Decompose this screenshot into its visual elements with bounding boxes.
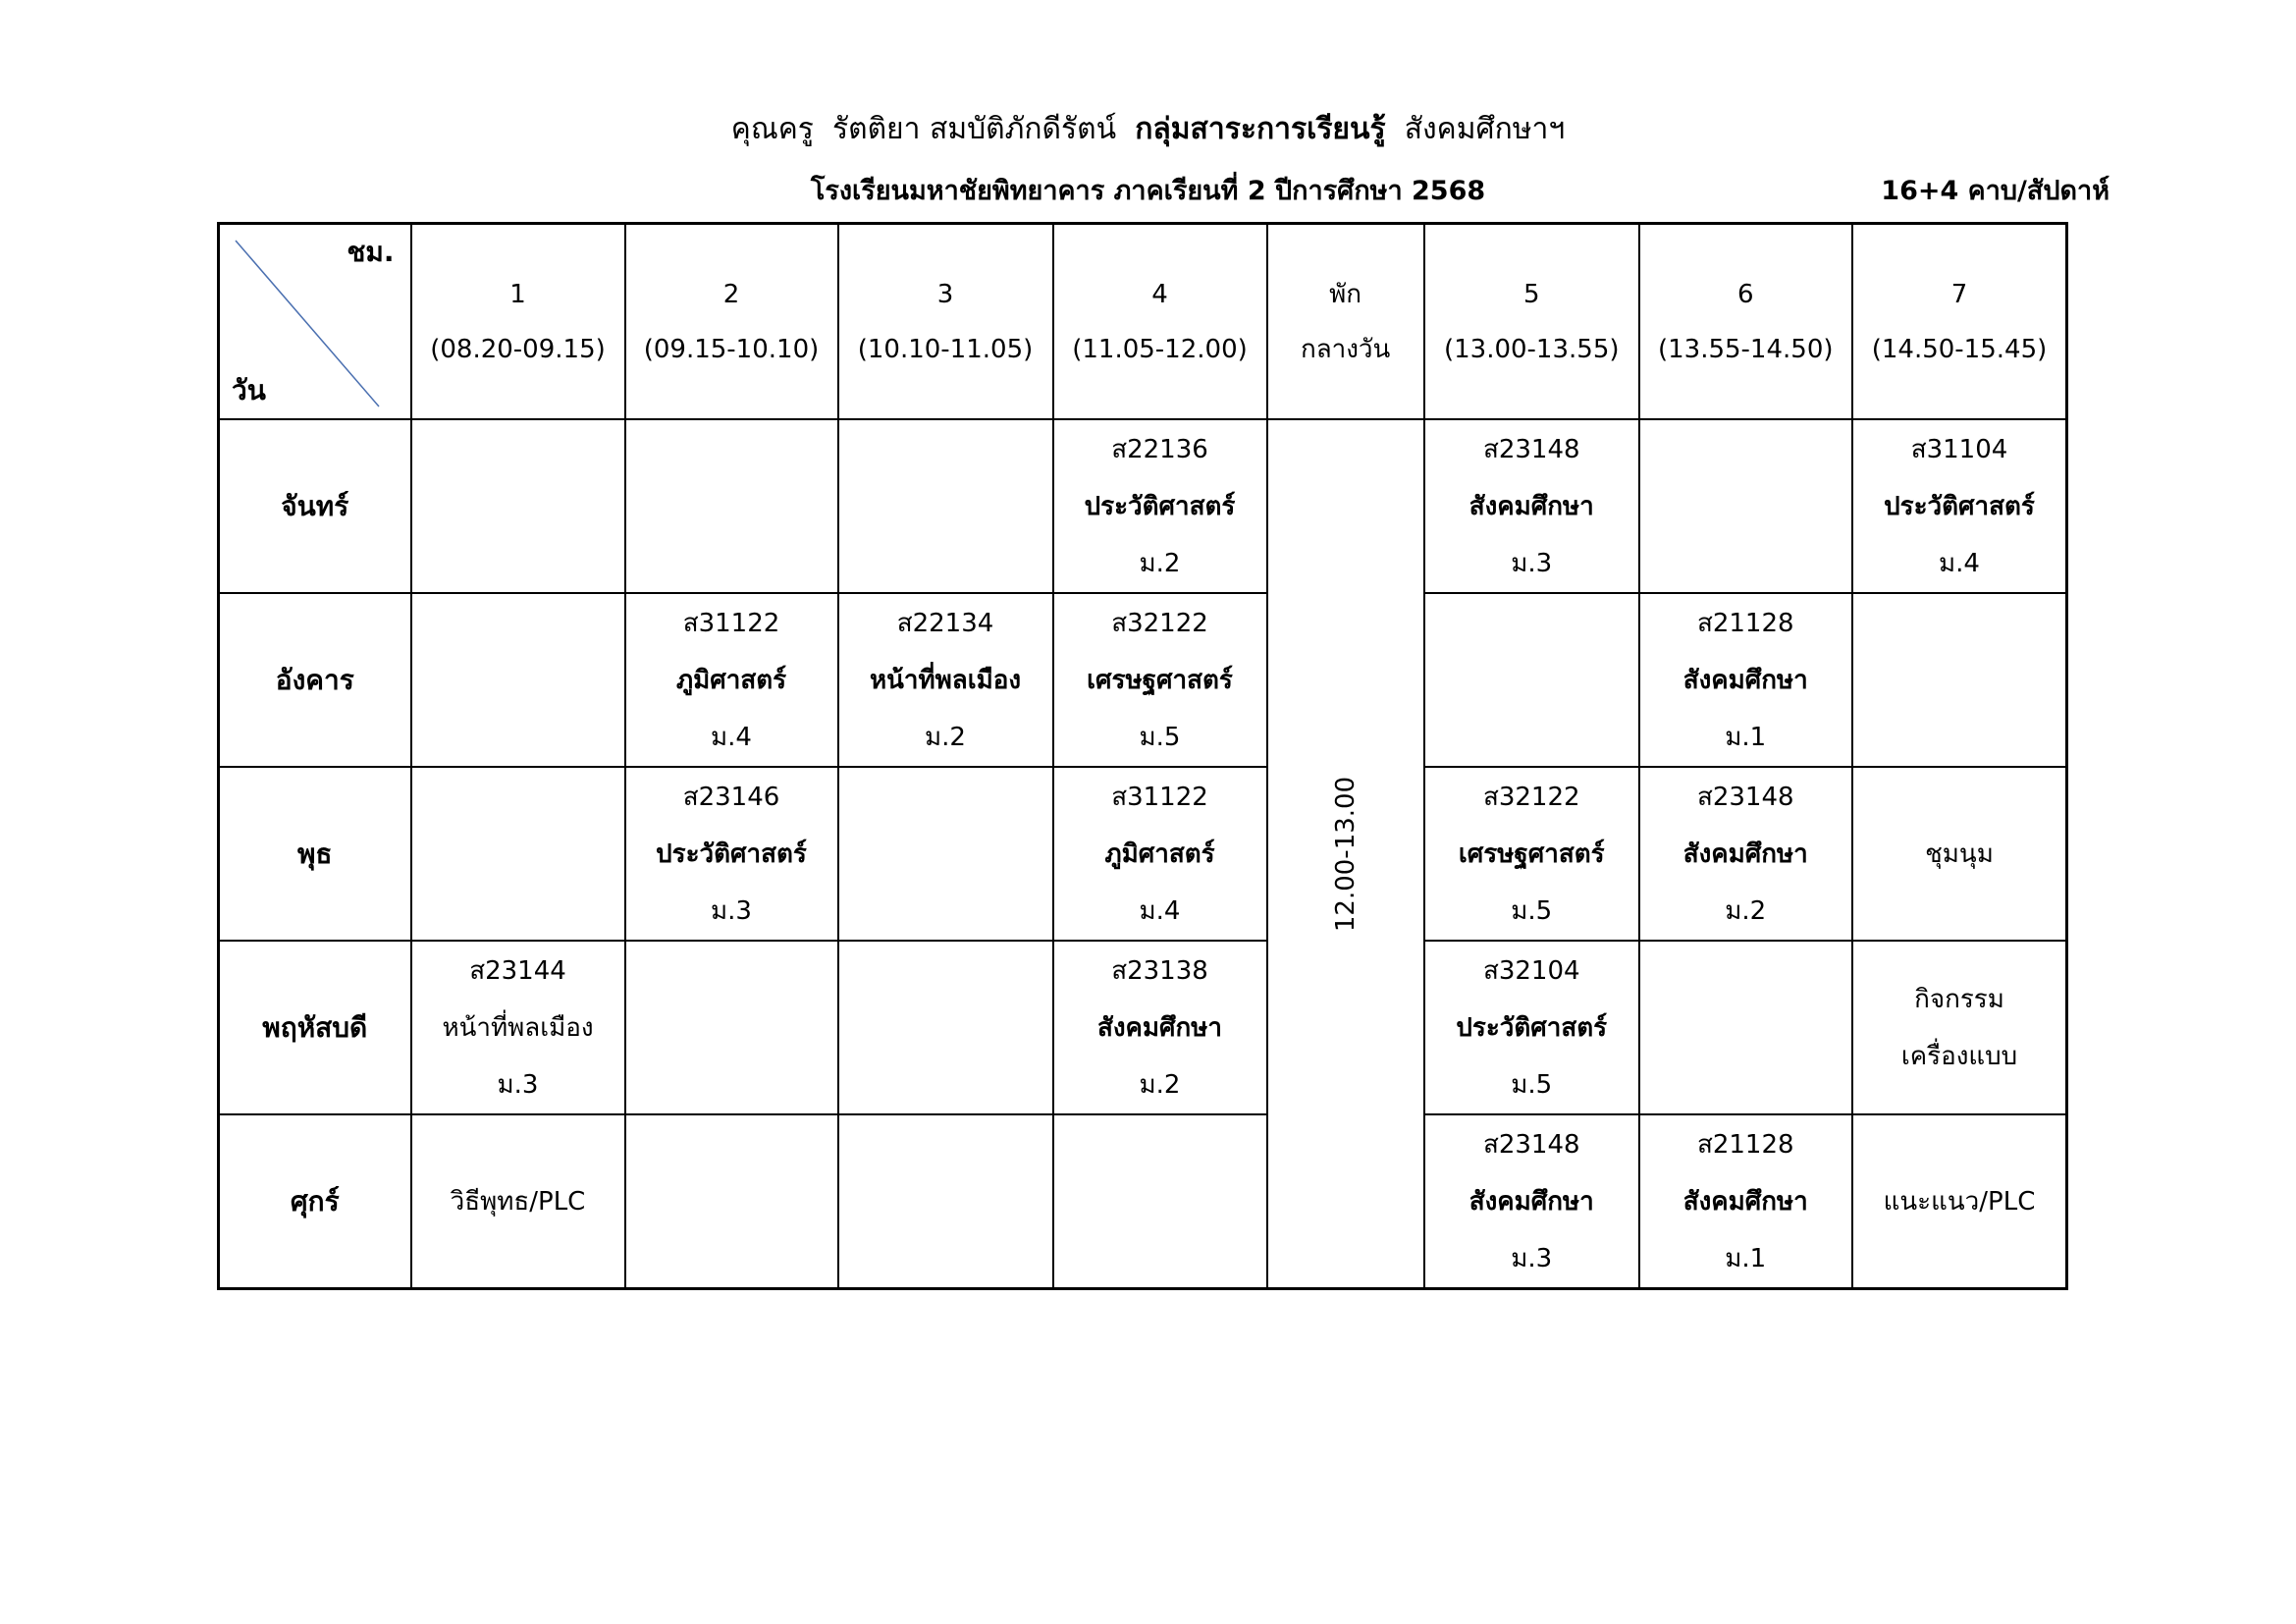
course-code: ส23144 [469, 955, 566, 986]
course-grade: ม.5 [1511, 895, 1553, 926]
period-header [1267, 224, 1424, 420]
lunch-break-cell [1267, 419, 1424, 1289]
activity-text: แนะแนว/PLC [1883, 1186, 2036, 1217]
course-subject: สังคมศึกษา [1682, 839, 1808, 869]
course-code: ส23148 [1482, 1129, 1580, 1160]
course-code: ส22134 [896, 608, 994, 638]
day-cell: พุธ [219, 767, 411, 941]
course-subject: ประวัติศาสตร์ [1456, 1012, 1608, 1043]
day-cell: อังคาร [219, 593, 411, 767]
period-time: (08.20-09.15) [430, 334, 606, 364]
schedule-cell [625, 593, 838, 767]
schedule-cell [1639, 767, 1852, 941]
schedule-cell [838, 419, 1053, 593]
period-number: 1 [509, 279, 526, 309]
course-subject: สังคมศึกษา [1468, 491, 1594, 521]
schedule-cell [1639, 1114, 1852, 1289]
hour-label: ชม. [347, 236, 395, 268]
schedule-cell [838, 1114, 1053, 1289]
day-cell: จันทร์ [219, 419, 411, 593]
course-subject: หน้าที่พลเมือง [869, 665, 1022, 695]
course-code: ส21128 [1696, 608, 1794, 638]
schedule-cell [838, 941, 1053, 1114]
course-subject: สังคมศึกษา [1682, 665, 1808, 695]
period-header [1424, 224, 1639, 420]
teacher-name: รัตติยา สมบัติภักดีรัตน์ [831, 112, 1117, 146]
schedule-cell [1424, 941, 1639, 1114]
schedule-cell [1053, 593, 1267, 767]
period-number: 4 [1151, 279, 1168, 309]
course-grade: ม.3 [711, 895, 752, 926]
schedule-cell [1852, 1114, 2067, 1289]
period-number: 6 [1736, 279, 1754, 309]
schedule-cell [1053, 941, 1267, 1114]
period-number: 5 [1522, 279, 1540, 309]
schedule-cell [838, 767, 1053, 941]
course-grade: ม.2 [1725, 895, 1767, 926]
course-code: ส32104 [1482, 955, 1580, 986]
course-subject: สังคมศึกษา [1468, 1186, 1594, 1217]
table-row [219, 419, 2067, 593]
activity-text: วิธีพุทธ/PLC [450, 1186, 586, 1217]
schedule-cell [1639, 941, 1852, 1114]
course-grade: ม.2 [1139, 1069, 1181, 1100]
day-cell: พฤหัสบดี [219, 941, 411, 1114]
schedule-cell [625, 1114, 838, 1289]
schedule-cell [1053, 419, 1267, 593]
course-code: ส31104 [1910, 434, 2008, 464]
period-header [625, 224, 838, 420]
course-grade: ม.4 [1939, 548, 1980, 578]
periods-per-week: 16+4 คาบ/สัปดาห์ [1881, 176, 2109, 206]
period-time: (13.00-13.55) [1443, 334, 1620, 364]
course-code: ส23146 [682, 782, 780, 812]
schedule-cell [1424, 593, 1639, 767]
course-grade: ม.3 [497, 1069, 539, 1100]
activity-text: ชุมนุม [1925, 839, 1994, 869]
period-number: พัก [1329, 279, 1362, 309]
teacher-label: คุณครู [730, 112, 814, 146]
header-row [219, 224, 2067, 420]
course-code: ส21128 [1696, 1129, 1794, 1160]
schedule-cell [411, 419, 625, 593]
course-code: ส23148 [1696, 782, 1794, 812]
schedule-cell [1424, 1114, 1639, 1289]
course-grade: ม.2 [925, 722, 966, 752]
schedule-cell [1852, 419, 2067, 593]
period-number: 3 [936, 279, 954, 309]
period-number: 7 [1950, 279, 1968, 309]
timetable [217, 222, 2068, 1290]
course-code: ส23138 [1111, 955, 1208, 986]
period-header [1852, 224, 2067, 420]
day-cell: ศุกร์ [219, 1114, 411, 1289]
course-grade: ม.4 [711, 722, 752, 752]
course-code: ส22136 [1111, 434, 1208, 464]
schedule-cell [411, 767, 625, 941]
table-row [219, 593, 2067, 767]
period-header [1053, 224, 1267, 420]
course-grade: ม.3 [1511, 1243, 1553, 1273]
period-time: กลางวัน [1300, 334, 1391, 364]
course-grade: ม.3 [1511, 548, 1553, 578]
table-row [219, 1114, 2067, 1289]
period-number: 2 [722, 279, 740, 309]
period-time: (11.05-12.00) [1072, 334, 1248, 364]
schedule-cell [1639, 593, 1852, 767]
schedule-cell [411, 593, 625, 767]
course-code: ส31122 [1111, 782, 1208, 812]
corner-cell [219, 224, 411, 420]
course-grade: ม.1 [1725, 722, 1767, 752]
break-time: 12.00-13.00 [1330, 776, 1361, 932]
period-header [838, 224, 1053, 420]
group-name: สังคมศึกษาฯ [1404, 112, 1566, 146]
course-subject: เศรษฐศาสตร์ [1087, 665, 1233, 695]
schedule-cell [411, 1114, 625, 1289]
course-subject: ประวัติศาสตร์ [656, 839, 807, 869]
period-header [1639, 224, 1852, 420]
course-grade: ม.2 [1139, 548, 1181, 578]
period-time: (13.55-14.50) [1657, 334, 1834, 364]
course-subject: ภูมิศาสตร์ [675, 665, 787, 695]
course-subject: สังคมศึกษา [1682, 1186, 1808, 1217]
activity-text: เครื่องแบบ [1900, 1041, 2018, 1071]
schedule-cell [1639, 419, 1852, 593]
day-label: วัน [232, 374, 266, 406]
schedule-cell [1424, 767, 1639, 941]
group-label: กลุ่มสาระการเรียนรู้ [1135, 112, 1386, 146]
course-code: ส31122 [682, 608, 780, 638]
course-subject: หน้าที่พลเมือง [442, 1012, 594, 1043]
course-code: ส23148 [1482, 434, 1580, 464]
period-time: (10.10-11.05) [857, 334, 1034, 364]
course-code: ส32122 [1111, 608, 1208, 638]
course-grade: ม.4 [1139, 895, 1181, 926]
course-code: ส32122 [1482, 782, 1580, 812]
course-subject: ประวัติศาสตร์ [1084, 491, 1236, 521]
schedule-cell [1852, 593, 2067, 767]
course-grade: ม.5 [1511, 1069, 1553, 1100]
course-subject: ประวัติศาสตร์ [1884, 491, 2035, 521]
table-row [219, 767, 2067, 941]
course-grade: ม.1 [1725, 1243, 1767, 1273]
schedule-cell [1852, 941, 2067, 1114]
schedule-cell [625, 941, 838, 1114]
table-row [219, 941, 2067, 1114]
document-title [0, 106, 2296, 152]
period-time: (09.15-10.10) [643, 334, 820, 364]
course-subject: สังคมศึกษา [1096, 1012, 1223, 1043]
schedule-cell [625, 419, 838, 593]
period-header [411, 224, 625, 420]
activity-text: กิจกรรม [1914, 984, 2004, 1014]
schedule-cell [411, 941, 625, 1114]
schedule-cell [1053, 767, 1267, 941]
schedule-cell [1053, 1114, 1267, 1289]
schedule-cell [1424, 419, 1639, 593]
course-grade: ม.5 [1139, 722, 1181, 752]
school-term: โรงเรียนมหาชัยพิทยาคาร ภาคเรียนที่ 2 ปีการศึกษา 2568 [810, 176, 1486, 206]
schedule-cell [625, 767, 838, 941]
course-subject: ภูมิศาสตร์ [1104, 839, 1215, 869]
schedule-cell [838, 593, 1053, 767]
schedule-cell [1852, 767, 2067, 941]
course-subject: เศรษฐศาสตร์ [1458, 839, 1605, 869]
period-time: (14.50-15.45) [1871, 334, 2048, 364]
